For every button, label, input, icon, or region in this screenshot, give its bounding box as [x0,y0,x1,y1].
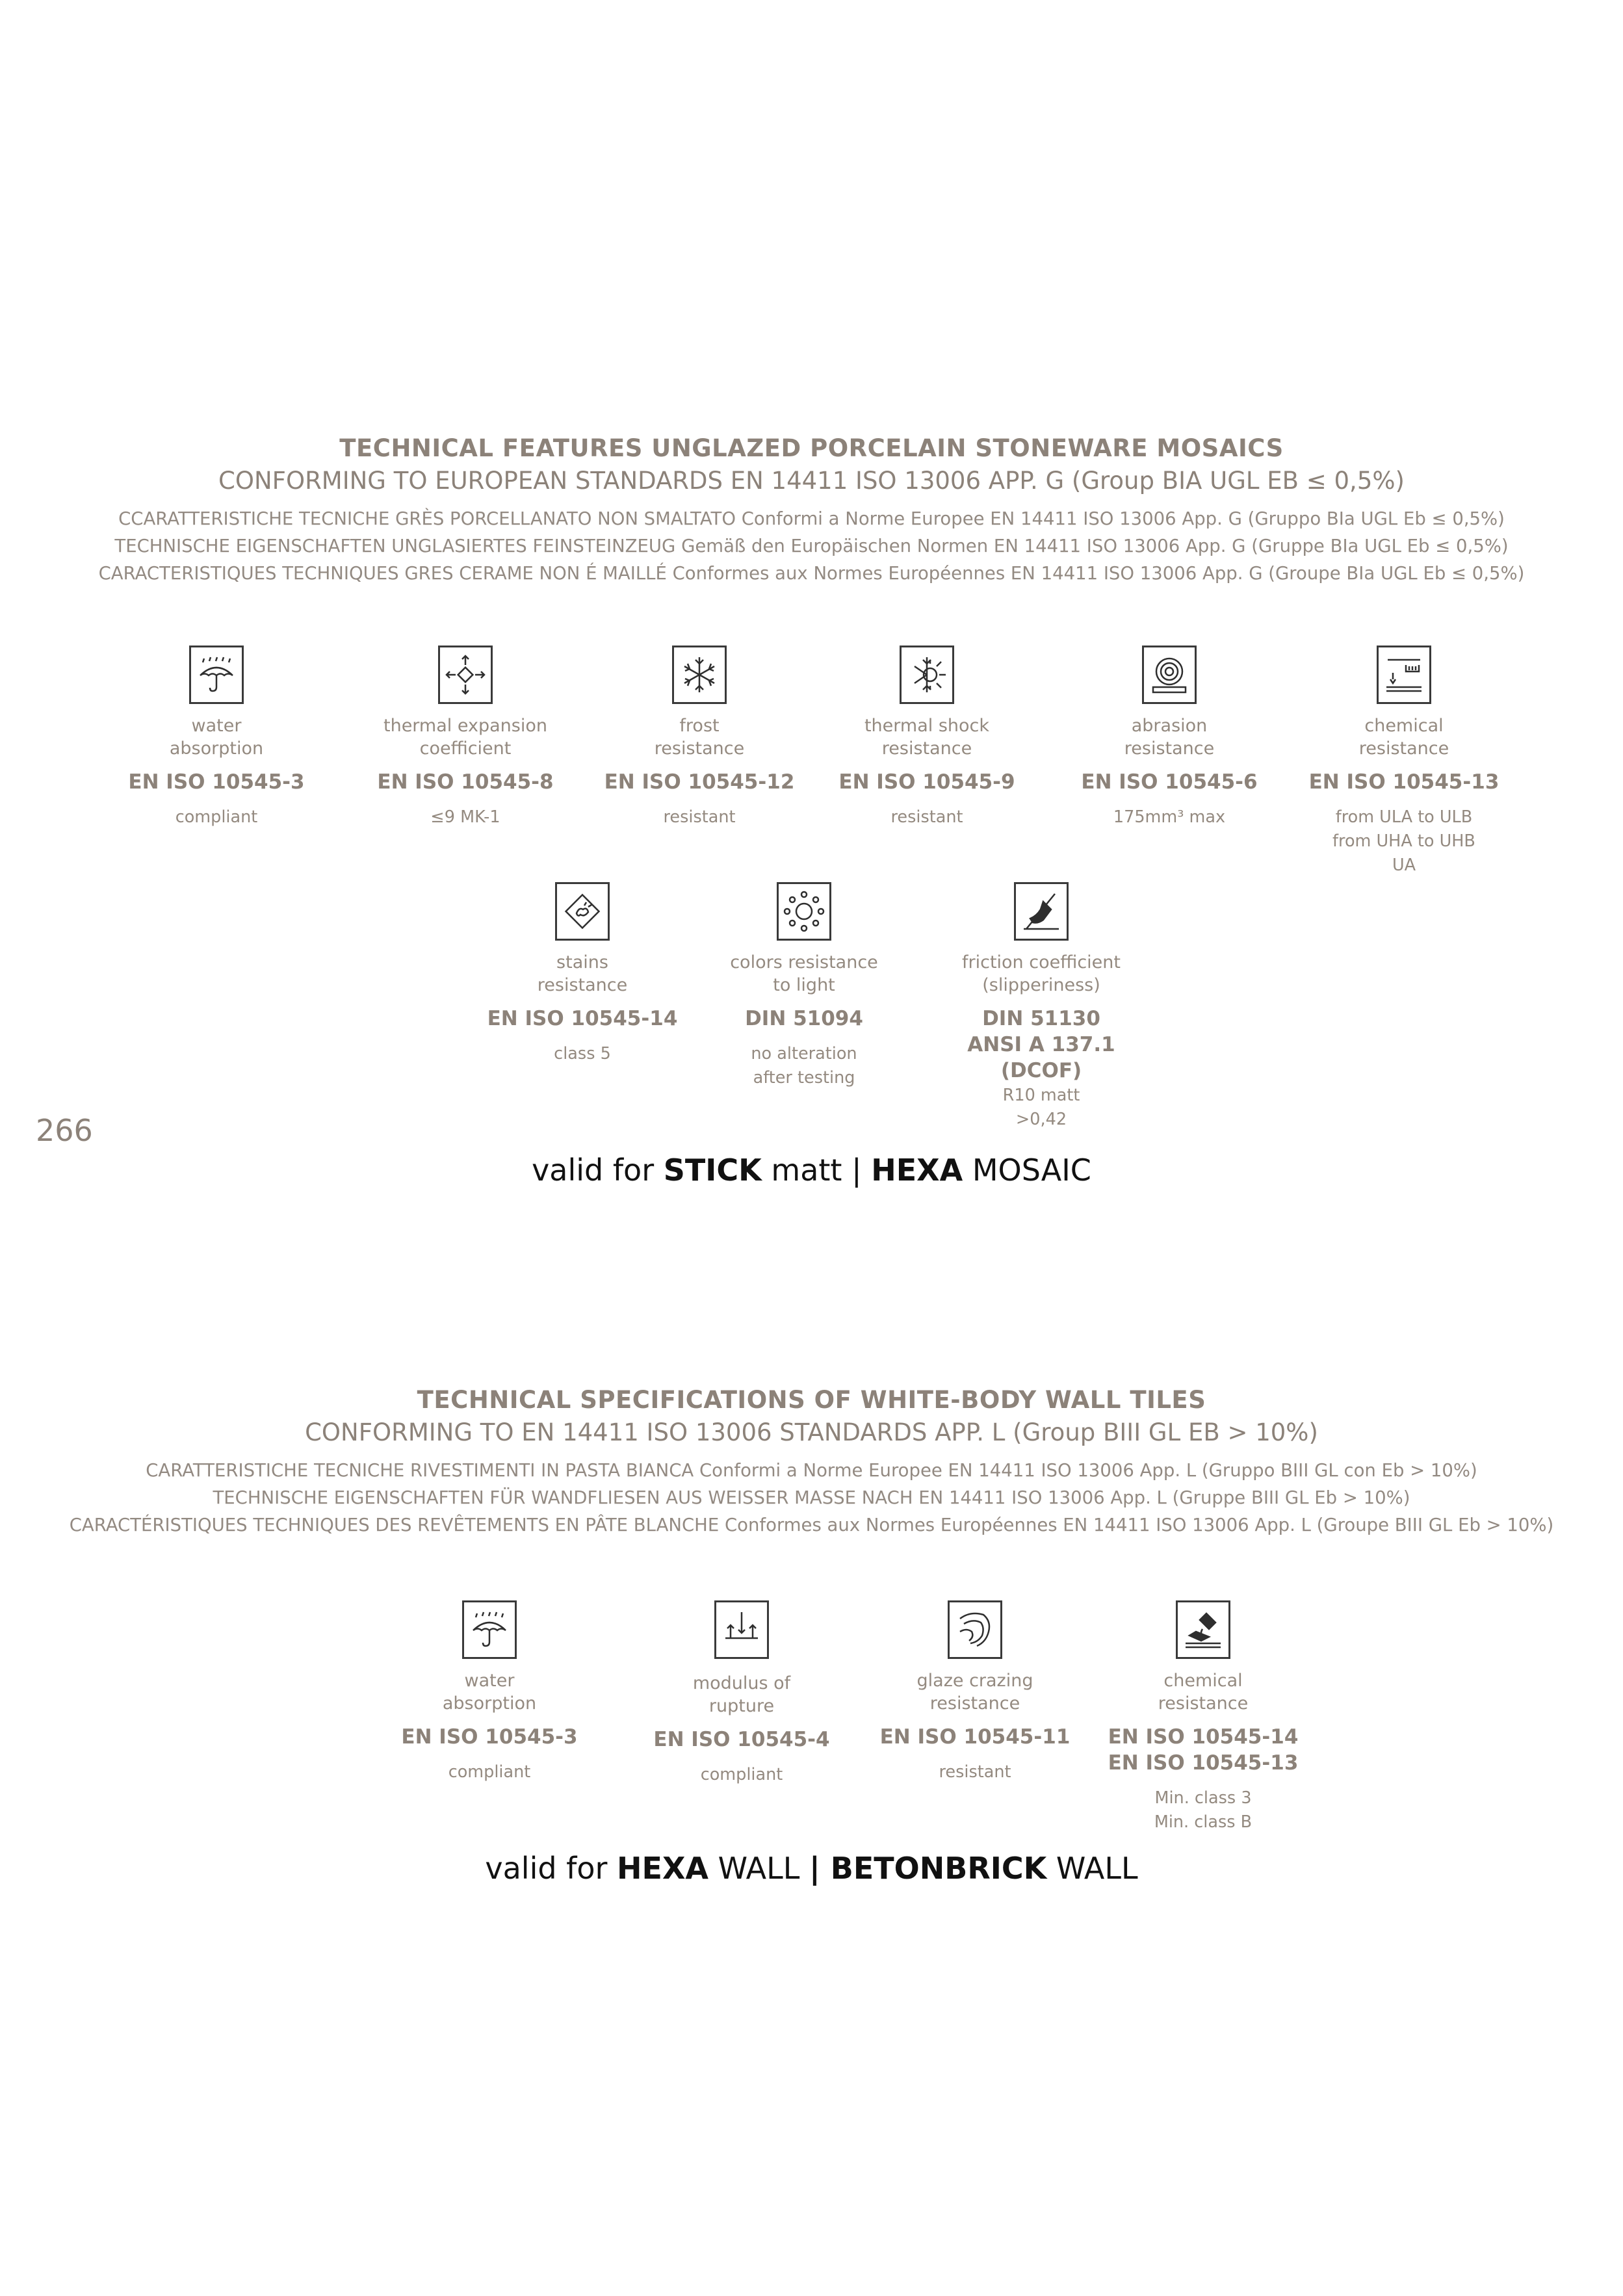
thermal-shock-icon [900,646,954,704]
valid-for-line-1 [0,1153,1623,1188]
feature-label: colors resistance to light [730,952,878,995]
feature-wall-glaze-crazing [864,1600,1085,1784]
umbrella-rain-icon [189,646,244,704]
section2-lang-it: CARATTERISTICHE TECNICHE RIVESTIMENTI IN PASTA BIANCA Conformi a Norme Europee EN 14411 ISO 13006 App. L (Gruppo BIII GL con Eb > 10%) [146,1460,1477,1481]
feature-value: no alteration after testing [751,1044,857,1088]
umbrella-rain-icon [462,1600,517,1659]
feature-standard: EN ISO 10545-11 [879,1725,1071,1749]
feature-value: R10 matt >0,42 [1002,1086,1080,1129]
section1-lang-fr: CARACTERISTIQUES TECHNIQUES GRES CERAME NON É MAILLÉ Conformes aux Normes Européennes EN 14411 ISO 13006 App. G (Groupe BIa UGL Eb ≤ 0,5%) [98,563,1525,584]
valid2-suffix: WALL [1046,1851,1138,1886]
feature-value: ≤9 MK-1 [430,807,500,827]
feature-standard: EN ISO 10545-3 [128,770,305,794]
valid-for-line-2 [0,1851,1623,1886]
feature-thermal-shock [816,646,1037,829]
feature-label: glaze crazing resistance [916,1671,1033,1714]
valid2-mid: WALL [708,1851,809,1886]
feature-label: chemical resistance [1358,716,1449,759]
page-number: 266 [36,1113,93,1148]
feature-standard: DIN 51130 ANSI A 137.1 (DCOF) [967,1007,1115,1082]
modulus-rupture-icon [714,1600,769,1659]
feature-value: class 5 [554,1044,611,1063]
feature-colors-resistance [694,882,915,1090]
feature-frost-resistance [589,646,810,829]
feature-standard: EN ISO 10545-4 [653,1728,830,1751]
sun-light-icon [777,882,831,941]
section2-lang-fr: CARACTÉRISTIQUES TECHNIQUES DES REVÊTEMENTS EN PÂTE BLANCHE Conformes aux Normes Européennes EN 14411 ISO 13006 App. L (Groupe BIII GL Eb > 10%) [69,1515,1554,1535]
thermal-expansion-icon [438,646,493,704]
feature-value: 175mm³ max [1113,807,1226,827]
feature-abrasion-resistance [1059,646,1280,829]
feature-standard: DIN 51094 [745,1007,863,1030]
feature-stains-resistance [472,882,693,1066]
feature-thermal-expansion [355,646,576,829]
feature-standard: EN ISO 10545-13 [1308,770,1500,794]
section2-lang-de: TECHNISCHE EIGENSCHAFTEN FÜR WANDFLIESEN AUS WEISSER MASSE NACH EN 14411 ISO 13006 App. L (Gruppe BIII GL Eb > 10%) [213,1487,1410,1508]
section1-lang-it: CCARATTERISTICHE TECNICHE GRÈS PORCELLANATO NON SMALTATO Conformi a Norme Europee EN 14411 ISO 13006 App. G (Gruppo BIa UGL Eb ≤ 0,5%) [118,508,1505,529]
abrasion-icon [1142,646,1197,704]
valid1-suffix: MOSAIC [963,1153,1091,1188]
chemical-drop-icon [1176,1600,1230,1659]
valid2-prefix: valid for [485,1851,617,1886]
feature-value: resistant [663,807,736,827]
valid1-mid: matt | [761,1153,872,1188]
feature-value: resistant [939,1762,1011,1782]
feature-label: modulus of rupture [692,1673,791,1716]
valid1-product-2: HEXA [871,1153,963,1188]
feature-label: thermal shock resistance [864,716,990,759]
feature-value: compliant [700,1765,783,1784]
feature-label: thermal expansion coefficient [383,716,547,759]
feature-label: frost resistance [654,716,745,759]
glaze-crazing-icon [948,1600,1002,1659]
feature-standard: EN ISO 10545-6 [1081,770,1258,794]
chemical-icon [1377,646,1431,704]
feature-wall-chemical-resistance [1093,1600,1314,1834]
feature-label: chemical resistance [1158,1671,1249,1714]
feature-standard: EN ISO 10545-3 [401,1725,578,1749]
feature-wall-modulus-rupture [631,1600,852,1787]
valid1-prefix: valid for [532,1153,664,1188]
feature-label: water absorption [442,1671,537,1714]
feature-friction-coefficient [931,882,1152,1132]
feature-value: resistant [890,807,963,827]
feature-wall-water-absorption [379,1600,600,1784]
feature-standard: EN ISO 10545-12 [604,770,795,794]
valid2-product-1: HEXA [617,1851,709,1886]
section1-title: TECHNICAL FEATURES UNGLAZED PORCELAIN STONEWARE MOSAICS [339,434,1284,462]
feature-label: stains resistance [537,952,628,995]
section1-subtitle: CONFORMING TO EUROPEAN STANDARDS EN 14411 ISO 13006 APP. G (Group BIA UGL EB ≤ 0,5%) [218,467,1405,495]
stain-icon [555,882,610,941]
section2-subtitle: CONFORMING TO EN 14411 ISO 13006 STANDARDS APP. L (Group BIII GL EB > 10%) [305,1418,1318,1446]
feature-value: compliant [448,1762,531,1782]
feature-chemical-resistance [1293,646,1514,878]
feature-value: from ULA to ULB from UHA to UHB UA [1332,807,1475,875]
feature-standard: EN ISO 10545-14 EN ISO 10545-13 [1108,1725,1299,1775]
feature-water-absorption [106,646,327,829]
feature-standard: EN ISO 10545-9 [838,770,1015,794]
feature-label: friction coefficient (slipperiness) [962,952,1121,995]
section1-lang-de: TECHNISCHE EIGENSCHAFTEN UNGLASIERTES FEINSTEINZEUG Gemäß den Europäischen Normen EN 14411 ISO 13006 App. G (Gruppe BIa UGL Eb ≤ 0,5%) [114,536,1509,556]
feature-standard: EN ISO 10545-14 [487,1007,678,1030]
feature-standard: EN ISO 10545-8 [377,770,554,794]
shoe-slip-icon [1014,882,1069,941]
feature-label: water absorption [169,716,264,759]
snowflake-icon [672,646,727,704]
feature-value: Min. class 3 Min. class B [1154,1788,1253,1832]
feature-label: abrasion resistance [1124,716,1215,759]
valid1-product-1: STICK [663,1153,762,1188]
valid2-product-2: | BETONBRICK [809,1851,1047,1886]
feature-value: compliant [175,807,258,827]
section2-title: TECHNICAL SPECIFICATIONS OF WHITE-BODY WALL TILES [417,1386,1206,1414]
